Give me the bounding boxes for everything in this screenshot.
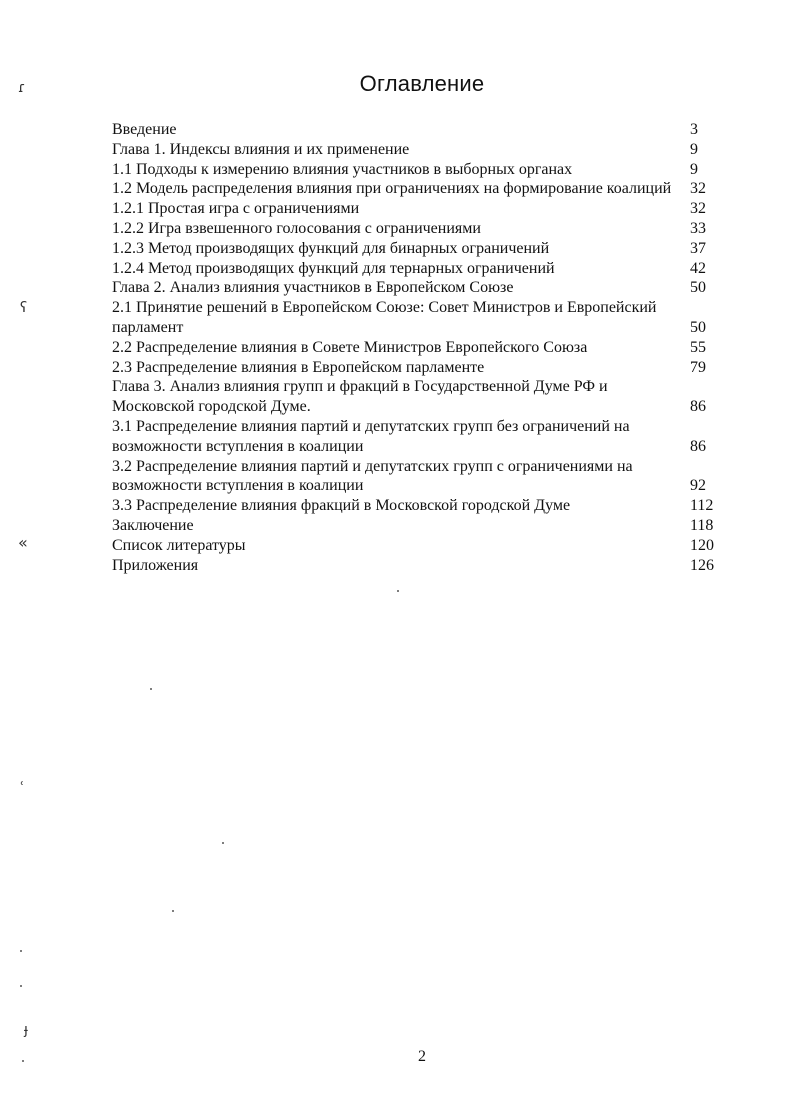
toc-entry-label: 2.1 Принятие решений в Европейском Союзе: Совет Министров и Европейский парламент — [112, 299, 657, 336]
toc-entry-page: 118 — [690, 516, 714, 534]
toc-entry-label: 3.3 Распределение влияния фракций в Московской городской Думе — [112, 497, 571, 515]
toc-entry-label: Список литературы — [112, 536, 246, 554]
toc-entry-3-3 — [112, 496, 724, 516]
toc-entry-chapter-1 — [112, 140, 724, 160]
scan-artifact-mark: ɾ — [18, 80, 26, 96]
toc-entry-page: 55 — [690, 338, 706, 356]
scan-artifact-mark: « — [18, 533, 28, 552]
toc-entry-page: 42 — [690, 259, 706, 277]
toc-entry-chapter-3 — [112, 377, 724, 417]
toc-entry-introduction — [112, 120, 724, 140]
toc-entry-page: 50 — [690, 318, 706, 336]
scan-speck — [397, 590, 399, 592]
toc-entry-page: 3 — [690, 121, 698, 138]
scan-speck — [20, 950, 22, 952]
scan-speck — [172, 910, 174, 912]
toc-entry-page: 120 — [690, 536, 714, 554]
scan-artifact-mark: ʿ — [20, 780, 25, 796]
toc-entry-page: 32 — [690, 200, 706, 218]
toc-entry-1-2-4 — [112, 259, 724, 279]
toc-entry-page: 79 — [690, 358, 706, 376]
toc-entry-label: 1.2.1 Простая игра с ограничениями — [112, 200, 360, 218]
toc-entry-label: 1.2 Модель распределения влияния при ограничениях на формирование коалиций — [112, 180, 672, 198]
toc-entry-page: 86 — [690, 398, 706, 416]
scan-speck — [20, 985, 22, 987]
scan-speck — [22, 1060, 24, 1062]
toc-entry-label: 1.2.3 Метод производящих функций для бинарных ограничений — [112, 239, 550, 257]
toc-entry-2-3 — [112, 358, 724, 378]
toc-entry-page: 86 — [690, 437, 706, 455]
toc-entry-references — [112, 536, 724, 556]
toc-entry-page: 9 — [690, 140, 698, 158]
toc-entry-page: 37 — [690, 239, 706, 257]
toc-entry-2-2 — [112, 338, 724, 358]
scan-speck — [222, 842, 224, 844]
scan-artifact-mark: ʕ — [20, 300, 28, 316]
toc-entry-1-2-2 — [112, 219, 724, 239]
toc-entry-label: 2.3 Распределение влияния в Европейском парламенте — [112, 358, 485, 376]
toc-entry-label: Заключение — [112, 516, 194, 534]
toc-entry-label: 3.1 Распределение влияния партий и депутатских групп без ограничений на возможности вступления в коалиции — [112, 417, 630, 455]
toc-entry-1-2 — [112, 179, 724, 199]
toc-entry-page: 32 — [690, 180, 706, 198]
page-number: 2 — [418, 1048, 426, 1065]
toc-entry-label: 1.2.4 Метод производящих функций для тернарных ограничений — [112, 259, 555, 277]
table-of-contents — [112, 120, 724, 575]
toc-entry-page: 92 — [690, 477, 706, 495]
toc-entry-1-2-3 — [112, 239, 724, 259]
page-title: Оглавление — [359, 71, 485, 96]
toc-entry-page: 126 — [690, 556, 714, 574]
toc-entry-appendices — [112, 556, 724, 576]
toc-entry-label: Глава 1. Индексы влияния и их применение — [112, 140, 410, 158]
toc-entry-label: Глава 2. Анализ влияния участников в Европейском Союзе — [112, 279, 514, 297]
scan-speck — [150, 688, 152, 690]
toc-entry-1-1 — [112, 160, 724, 180]
toc-entry-page: 33 — [690, 219, 706, 237]
toc-entry-label: Введение — [112, 121, 177, 138]
toc-entry-3-2 — [112, 457, 724, 497]
toc-entry-page: 112 — [690, 497, 714, 515]
toc-entry-2-1 — [112, 298, 724, 338]
toc-entry-3-1 — [112, 417, 724, 457]
toc-entry-page: 9 — [690, 160, 698, 178]
toc-entry-label: 1.1 Подходы к измерению влияния участников в выборных органах — [112, 160, 573, 178]
toc-entry-label: Глава 3. Анализ влияния групп и фракций в Государственной Думе РФ и Московской городской Думе. — [112, 378, 608, 416]
toc-entry-conclusion — [112, 516, 724, 536]
scan-artifact-mark: ɟ — [24, 1022, 28, 1038]
toc-entry-label: 1.2.2 Игра взвешенного голосования с ограничениями — [112, 219, 481, 237]
toc-entry-label: 2.2 Распределение влияния в Совете Министров Европейского Союза — [112, 338, 588, 356]
toc-entry-1-2-1 — [112, 199, 724, 219]
toc-entry-chapter-2 — [112, 278, 724, 298]
toc-entry-label: 3.2 Распределение влияния партий и депутатских групп с ограничениями на возможности вступления в коалиции — [112, 457, 633, 495]
toc-entry-label: Приложения — [112, 556, 199, 574]
toc-entry-page: 50 — [690, 279, 706, 297]
